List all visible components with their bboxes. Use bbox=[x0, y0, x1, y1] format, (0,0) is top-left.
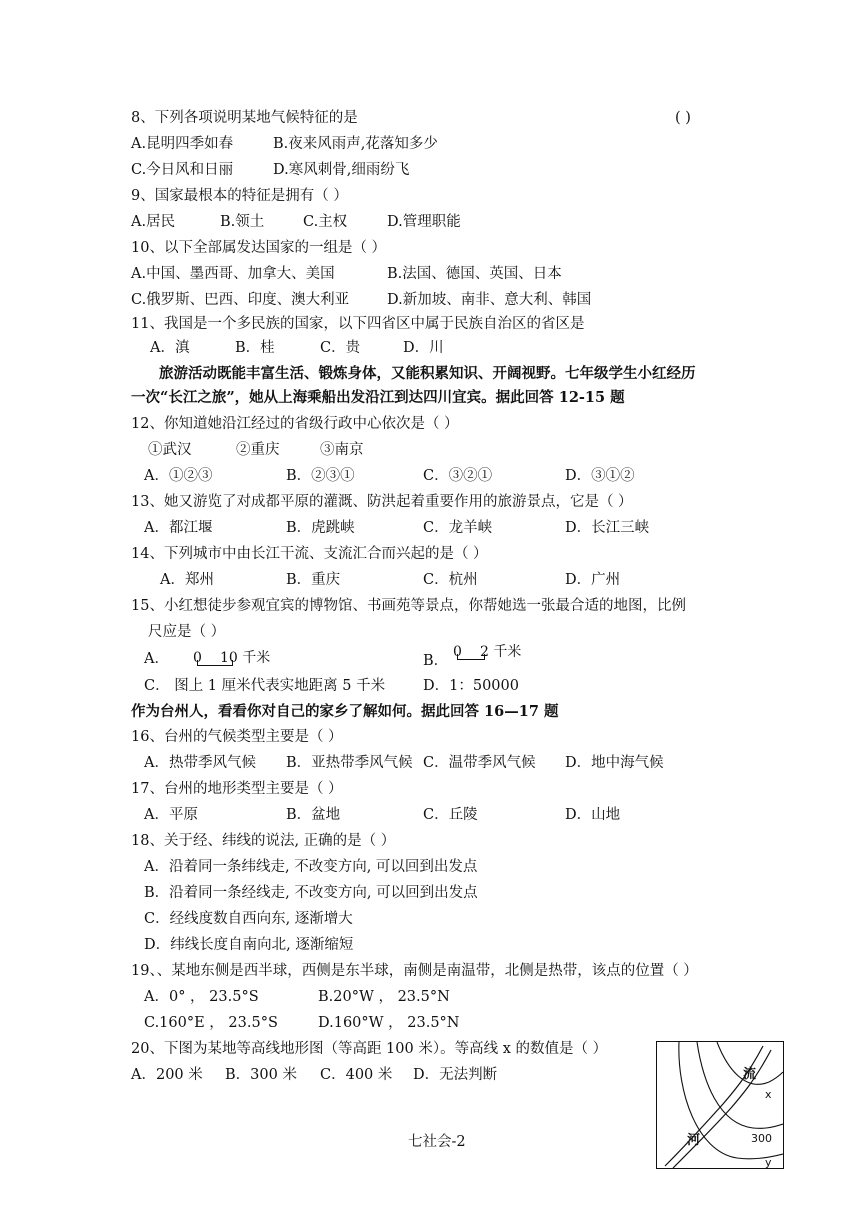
q15-a-scale-label: 10 千米 bbox=[220, 650, 271, 666]
q10-option-a: A.中国、墨西哥、加拿大、美国 bbox=[131, 266, 335, 282]
q13-stem: 13、她又游览了对成都平原的灌溉、防洪起着重要作用的旅游景点，它是（ ） bbox=[131, 494, 633, 510]
q17-option-b: B．盆地 bbox=[286, 807, 341, 823]
q10-option-b: B.法国、德国、英国、日本 bbox=[387, 266, 562, 282]
q15-option-c: C． 图上 1 厘米代表实地距离 5 千米 bbox=[144, 678, 386, 694]
q12-option-d: D．③①② bbox=[565, 468, 635, 484]
q15-stem-continued: 尺应是（ ） bbox=[148, 624, 226, 640]
section-intro-16-17: 作为台州人，看看你对自己的家乡了解如何。据此回答 16—17 题 bbox=[131, 703, 559, 720]
q15-b-scale-label: 2 千米 bbox=[480, 644, 522, 660]
q11-stem: 11、我国是一个多民族的国家，以下四省区中属于民族自治区的省区是 bbox=[131, 316, 585, 332]
q9-stem: 9、国家最根本的特征是拥有（ ） bbox=[131, 188, 348, 204]
q12-option-c: C．③②① bbox=[423, 468, 493, 484]
section-intro-12-15-line2: 一次“长江之旅”，她从上海乘船出发沿江到达四川宜宾。据此回答 12-15 题 bbox=[131, 389, 625, 406]
q8-answer-paren: ( ) bbox=[675, 110, 691, 126]
q14-option-c: C．杭州 bbox=[423, 572, 478, 588]
q14-stem: 14、下列城市中由长江干流、支流汇合而兴起的是（ ） bbox=[131, 546, 488, 562]
q12-item-3: ③南京 bbox=[320, 442, 364, 458]
page-footer: 七社会-2 bbox=[408, 1134, 466, 1150]
contour-map-figure bbox=[656, 1041, 784, 1169]
q17-option-c: C．丘陵 bbox=[423, 807, 478, 823]
q11-option-a: A．滇 bbox=[150, 340, 190, 356]
q15-option-a-label: A． bbox=[144, 651, 169, 667]
q20-option-b: B．300 米 bbox=[225, 1067, 297, 1083]
q8-option-a: A.昆明四季如春 bbox=[131, 136, 234, 152]
q9-option-a: A.居民 bbox=[131, 214, 176, 230]
q12-option-b: B．②③① bbox=[286, 468, 355, 484]
q10-option-d: D.新加坡、南非、意大利、韩国 bbox=[387, 292, 592, 308]
q9-option-b: B.领土 bbox=[220, 214, 265, 230]
q16-option-a: A．热带季风气候 bbox=[144, 755, 256, 771]
q19-option-a: A．0° ， 23.5°S bbox=[144, 989, 259, 1005]
q19-option-d: D.160°W ， 23.5°N bbox=[318, 1015, 460, 1031]
q15-b-scale-zero: 0 bbox=[453, 644, 462, 660]
q18-option-b: B．沿着同一条经线走, 不改变方向, 可以回到出发点 bbox=[144, 885, 478, 901]
q15-stem: 15、小红想徒步参观宜宾的博物馆、书画苑等景点，你帮她选一张最合适的地图，比例 bbox=[131, 598, 686, 614]
q20-option-c: C．400 米 bbox=[320, 1067, 393, 1083]
q20-option-d: D．无法判断 bbox=[413, 1067, 498, 1083]
q18-option-d: D．纬线长度自南向北, 逐渐缩短 bbox=[144, 937, 354, 953]
section-intro-12-15-line1: 旅游活动既能丰富生活、锻炼身体，又能积累知识、开阔视野。七年级学生小红经历 bbox=[159, 365, 696, 382]
q8-stem: 8、下列各项说明某地气候特征的是 bbox=[131, 110, 358, 126]
q12-stem: 12、你知道她沿江经过的省级行政中心依次是（ ） bbox=[131, 416, 459, 432]
q9-option-d: D.管理职能 bbox=[387, 214, 461, 230]
q11-option-b: B．桂 bbox=[235, 340, 275, 356]
q12-item-2: ②重庆 bbox=[236, 442, 280, 458]
q15-option-b-label: B． bbox=[423, 653, 449, 669]
map-label-liu: 流 bbox=[743, 1067, 757, 1082]
q8-option-b: B.夜来风雨声,花落知多少 bbox=[273, 136, 438, 152]
q17-stem: 17、台州的地形类型主要是（ ） bbox=[131, 781, 343, 797]
q14-option-b: B．重庆 bbox=[286, 572, 341, 588]
q20-option-a: A．200 米 bbox=[131, 1067, 203, 1083]
q10-option-c: C.俄罗斯、巴西、印度、澳大利亚 bbox=[131, 292, 350, 308]
q19-option-b: B.20°W ， 23.5°N bbox=[318, 989, 450, 1005]
q16-option-d: D．地中海气候 bbox=[565, 755, 664, 771]
q11-option-d: D．川 bbox=[403, 340, 444, 356]
q16-stem: 16、台州的气候类型主要是（ ） bbox=[131, 729, 343, 745]
q13-option-a: A．都江堰 bbox=[144, 520, 213, 536]
q13-option-c: C．龙羊峡 bbox=[423, 520, 493, 536]
q15-option-d: D．1：50000 bbox=[423, 678, 519, 694]
q14-option-a: A．郑州 bbox=[160, 572, 214, 588]
q10-stem: 10、以下全部属发达国家的一组是（ ） bbox=[131, 240, 387, 256]
q12-item-1: ①武汉 bbox=[148, 442, 192, 458]
q18-option-c: C．经线度数自西向东, 逐渐增大 bbox=[144, 911, 353, 927]
q12-option-a: A．①②③ bbox=[144, 468, 213, 484]
q18-stem: 18、关于经、纬线的说法, 正确的是（ ） bbox=[131, 833, 396, 849]
q17-option-d: D．山地 bbox=[565, 807, 621, 823]
contour-map-svg bbox=[657, 1042, 783, 1168]
map-label-300: 300 bbox=[751, 1132, 772, 1145]
map-label-he: 河 bbox=[687, 1133, 701, 1148]
q19-stem: 19、、某地东侧是西半球，西侧是东半球，南侧是南温带，北侧是热带，该点的位置（ ） bbox=[131, 963, 698, 979]
q16-option-b: B．亚热带季风气候 bbox=[286, 755, 413, 771]
q17-option-a: A．平原 bbox=[144, 807, 198, 823]
q8-option-d: D.寒风刺骨,细雨纷飞 bbox=[273, 162, 410, 178]
q20-stem: 20、下图为某地等高线地形图（等高距 100 米）。等高线 x 的数值是（ ） bbox=[131, 1041, 608, 1057]
q18-option-a: A．沿着同一条纬线走, 不改变方向, 可以回到出发点 bbox=[144, 859, 478, 875]
q9-option-c: C.主权 bbox=[303, 214, 348, 230]
contour-line-300 bbox=[697, 1042, 783, 1128]
map-label-x: x bbox=[765, 1088, 772, 1101]
q19-option-c: C.160°E ， 23.5°S bbox=[144, 1015, 278, 1031]
q16-option-c: C．温带季风气候 bbox=[423, 755, 536, 771]
q13-option-d: D．长江三峡 bbox=[565, 520, 650, 536]
q11-option-c: C．贵 bbox=[320, 340, 361, 356]
q14-option-d: D．广州 bbox=[565, 572, 621, 588]
q15-a-scale-zero: 0 bbox=[193, 650, 202, 666]
q13-option-b: B．虎跳峡 bbox=[286, 520, 355, 536]
q8-option-c: C.今日风和日丽 bbox=[131, 162, 234, 178]
map-label-y: y bbox=[765, 1156, 772, 1168]
